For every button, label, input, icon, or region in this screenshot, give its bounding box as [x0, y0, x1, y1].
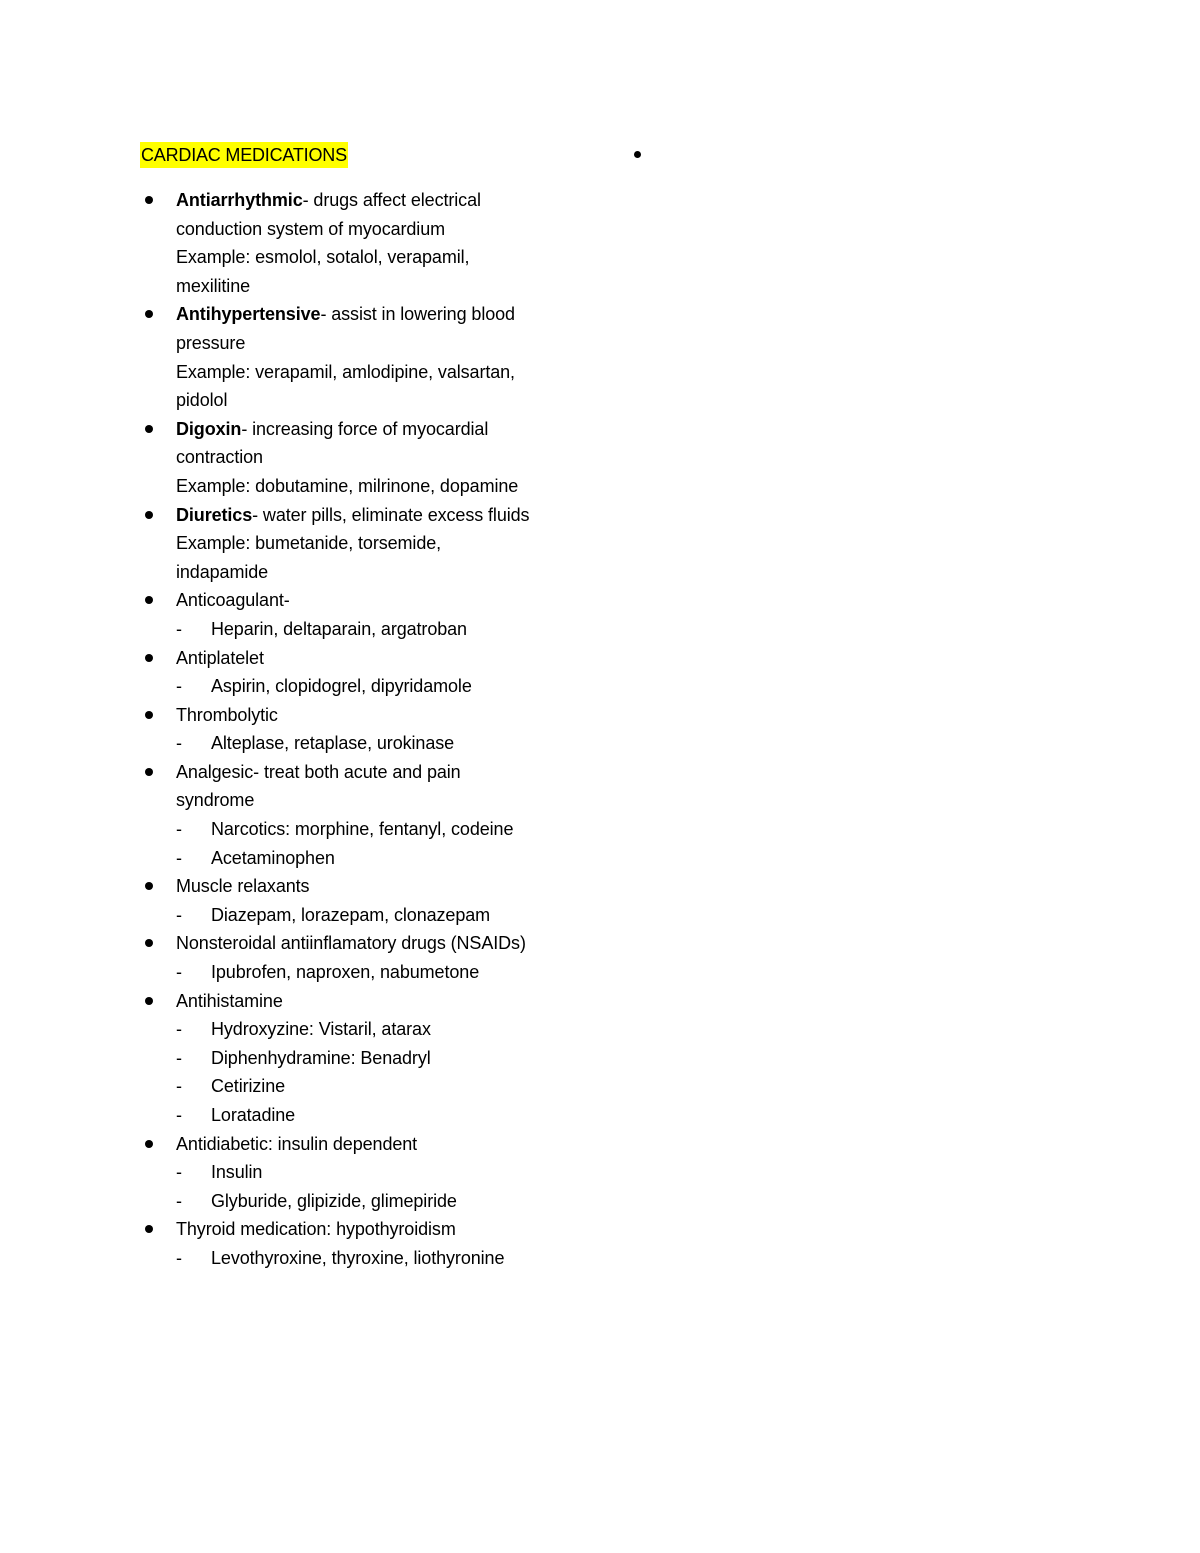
item-heading: [176, 929, 596, 958]
sub-item: [176, 1158, 596, 1187]
dash-icon: -: [176, 618, 182, 639]
item-continuation-line: mexilitine: [176, 275, 251, 296]
item-continuation-line: pidolol: [176, 390, 228, 411]
sub-item: [176, 1044, 596, 1073]
dash-icon: -: [176, 733, 182, 754]
item-description: - increasing force of myocardial: [241, 418, 489, 439]
bullet-icon: [145, 511, 153, 519]
sub-item-text: Diazepam, lorazepam, clonazepam: [211, 904, 491, 925]
sub-item: [176, 815, 596, 844]
item-heading: [176, 987, 596, 1016]
sub-item: [176, 615, 596, 644]
list-item: [176, 758, 596, 872]
item-continuation-line: indapamide: [176, 561, 269, 582]
dash-icon: -: [176, 1190, 182, 1211]
list-item: [176, 300, 596, 414]
sub-item: [176, 1244, 596, 1273]
dash-icon: -: [176, 1247, 182, 1268]
dash-icon: -: [176, 1047, 182, 1068]
bullet-icon: [145, 997, 153, 1005]
sub-item: [176, 729, 596, 758]
sub-item-text: Heparin, deltaparain, argatroban: [211, 618, 467, 639]
list-item: [176, 644, 596, 701]
sub-item: [176, 1072, 596, 1101]
item-description: Analgesic- treat both acute and pain: [176, 761, 461, 782]
document-title: CARDIAC MEDICATIONS: [140, 142, 348, 168]
item-term: Antiarrhythmic: [176, 190, 303, 210]
item-continuation-line: pressure: [176, 332, 246, 353]
sub-item-text: Loratadine: [211, 1105, 296, 1125]
sub-item-text: Ipubrofen, naproxen, nabumetone: [211, 962, 480, 983]
item-heading: [176, 300, 596, 329]
sub-item-text: Cetirizine: [211, 1076, 286, 1097]
bullet-icon: [145, 939, 153, 947]
item-continuation-line: syndrome: [176, 790, 255, 811]
bullet-icon: [145, 425, 153, 433]
dash-icon: -: [176, 1076, 182, 1097]
dash-icon: -: [176, 904, 182, 925]
dash-icon: -: [176, 847, 182, 868]
bullet-icon: [145, 1225, 153, 1233]
list-item: [176, 987, 596, 1130]
list-item: [176, 929, 596, 986]
sub-item: [176, 958, 596, 987]
item-heading: [176, 586, 596, 615]
bullet-icon: [145, 310, 153, 318]
item-heading: [176, 415, 596, 444]
medication-list: [176, 186, 596, 1273]
item-heading: [176, 644, 596, 673]
bullet-icon: [145, 596, 153, 604]
item-continuation-line: contraction: [176, 447, 263, 468]
dash-icon: -: [176, 1162, 182, 1183]
bullet-icon: [145, 882, 153, 890]
sub-item-text: Glyburide, glipizide, glimepiride: [211, 1190, 457, 1211]
sub-item-text: Aspirin, clopidogrel, dipyridamole: [211, 676, 472, 697]
stray-bullet-icon: [634, 151, 641, 158]
item-description: Thrombolytic: [176, 704, 278, 725]
item-description: Antiplatelet: [176, 647, 264, 668]
item-term: Diuretics: [176, 504, 253, 525]
sub-item: [176, 1101, 596, 1130]
bullet-icon: [145, 654, 153, 662]
sub-item-text: Hydroxyzine: Vistaril, atarax: [211, 1019, 431, 1040]
item-heading: [176, 701, 596, 730]
item-description: Antihistamine: [176, 990, 283, 1011]
item-heading: [176, 1130, 596, 1159]
bullet-icon: [145, 711, 153, 719]
list-item: [176, 186, 596, 300]
item-continuation-line: Example: esmolol, sotalol, verapamil,: [176, 247, 470, 268]
list-item: [176, 701, 596, 758]
dash-icon: -: [176, 962, 182, 983]
item-description: Thyroid medication: hypothyroidism: [176, 1219, 456, 1240]
sub-item-text: Diphenhydramine: Benadryl: [211, 1047, 431, 1068]
sub-item: [176, 901, 596, 930]
item-description: Anticoagulant-: [176, 590, 290, 611]
item-term: Antihypertensive: [176, 304, 321, 325]
item-term: Digoxin: [176, 418, 242, 439]
sub-item-text: Acetaminophen: [211, 847, 335, 868]
item-heading: [176, 872, 596, 901]
list-item: [176, 872, 596, 929]
list-item: [176, 1130, 596, 1216]
sub-item: [176, 1187, 596, 1216]
dash-icon: -: [176, 819, 182, 840]
bullet-icon: [145, 768, 153, 776]
item-heading: [176, 186, 596, 215]
dash-icon: -: [176, 1019, 182, 1040]
item-heading: [176, 1215, 596, 1244]
sub-item-text: Alteplase, retaplase, urokinase: [211, 733, 455, 754]
item-description: - drugs affect electrical: [302, 190, 481, 210]
sub-item-text: Narcotics: morphine, fentanyl, codeine: [211, 819, 514, 840]
sub-item: [176, 844, 596, 873]
sub-item: [176, 1015, 596, 1044]
item-description: Nonsteroidal antiinflamatory drugs (NSAIDs): [176, 933, 526, 954]
item-continuation-line: Example: dobutamine, milrinone, dopamine: [176, 475, 519, 496]
sub-item-text: Insulin: [211, 1162, 263, 1183]
item-heading: [176, 758, 596, 787]
item-continuation-line: Example: bumetanide, torsemide,: [176, 533, 442, 554]
list-item: [176, 1215, 596, 1272]
list-item: [176, 586, 596, 643]
sub-item: [176, 672, 596, 701]
bullet-icon: [145, 196, 153, 204]
item-continuation-line: Example: verapamil, amlodipine, valsartan,: [176, 361, 515, 382]
sub-item-text: Levothyroxine, thyroxine, liothyronine: [211, 1247, 505, 1268]
item-description: Muscle relaxants: [176, 876, 310, 897]
item-description: - water pills, eliminate excess fluids: [252, 504, 530, 525]
dash-icon: -: [176, 676, 182, 697]
item-description: - assist in lowering blood: [320, 304, 515, 325]
dash-icon: -: [176, 1105, 182, 1125]
item-heading: [176, 501, 596, 530]
list-item: [176, 415, 596, 501]
item-continuation-line: conduction system of myocardium: [176, 218, 446, 239]
item-description: Antidiabetic: insulin dependent: [176, 1133, 418, 1154]
list-item: [176, 501, 596, 587]
bullet-icon: [145, 1140, 153, 1148]
